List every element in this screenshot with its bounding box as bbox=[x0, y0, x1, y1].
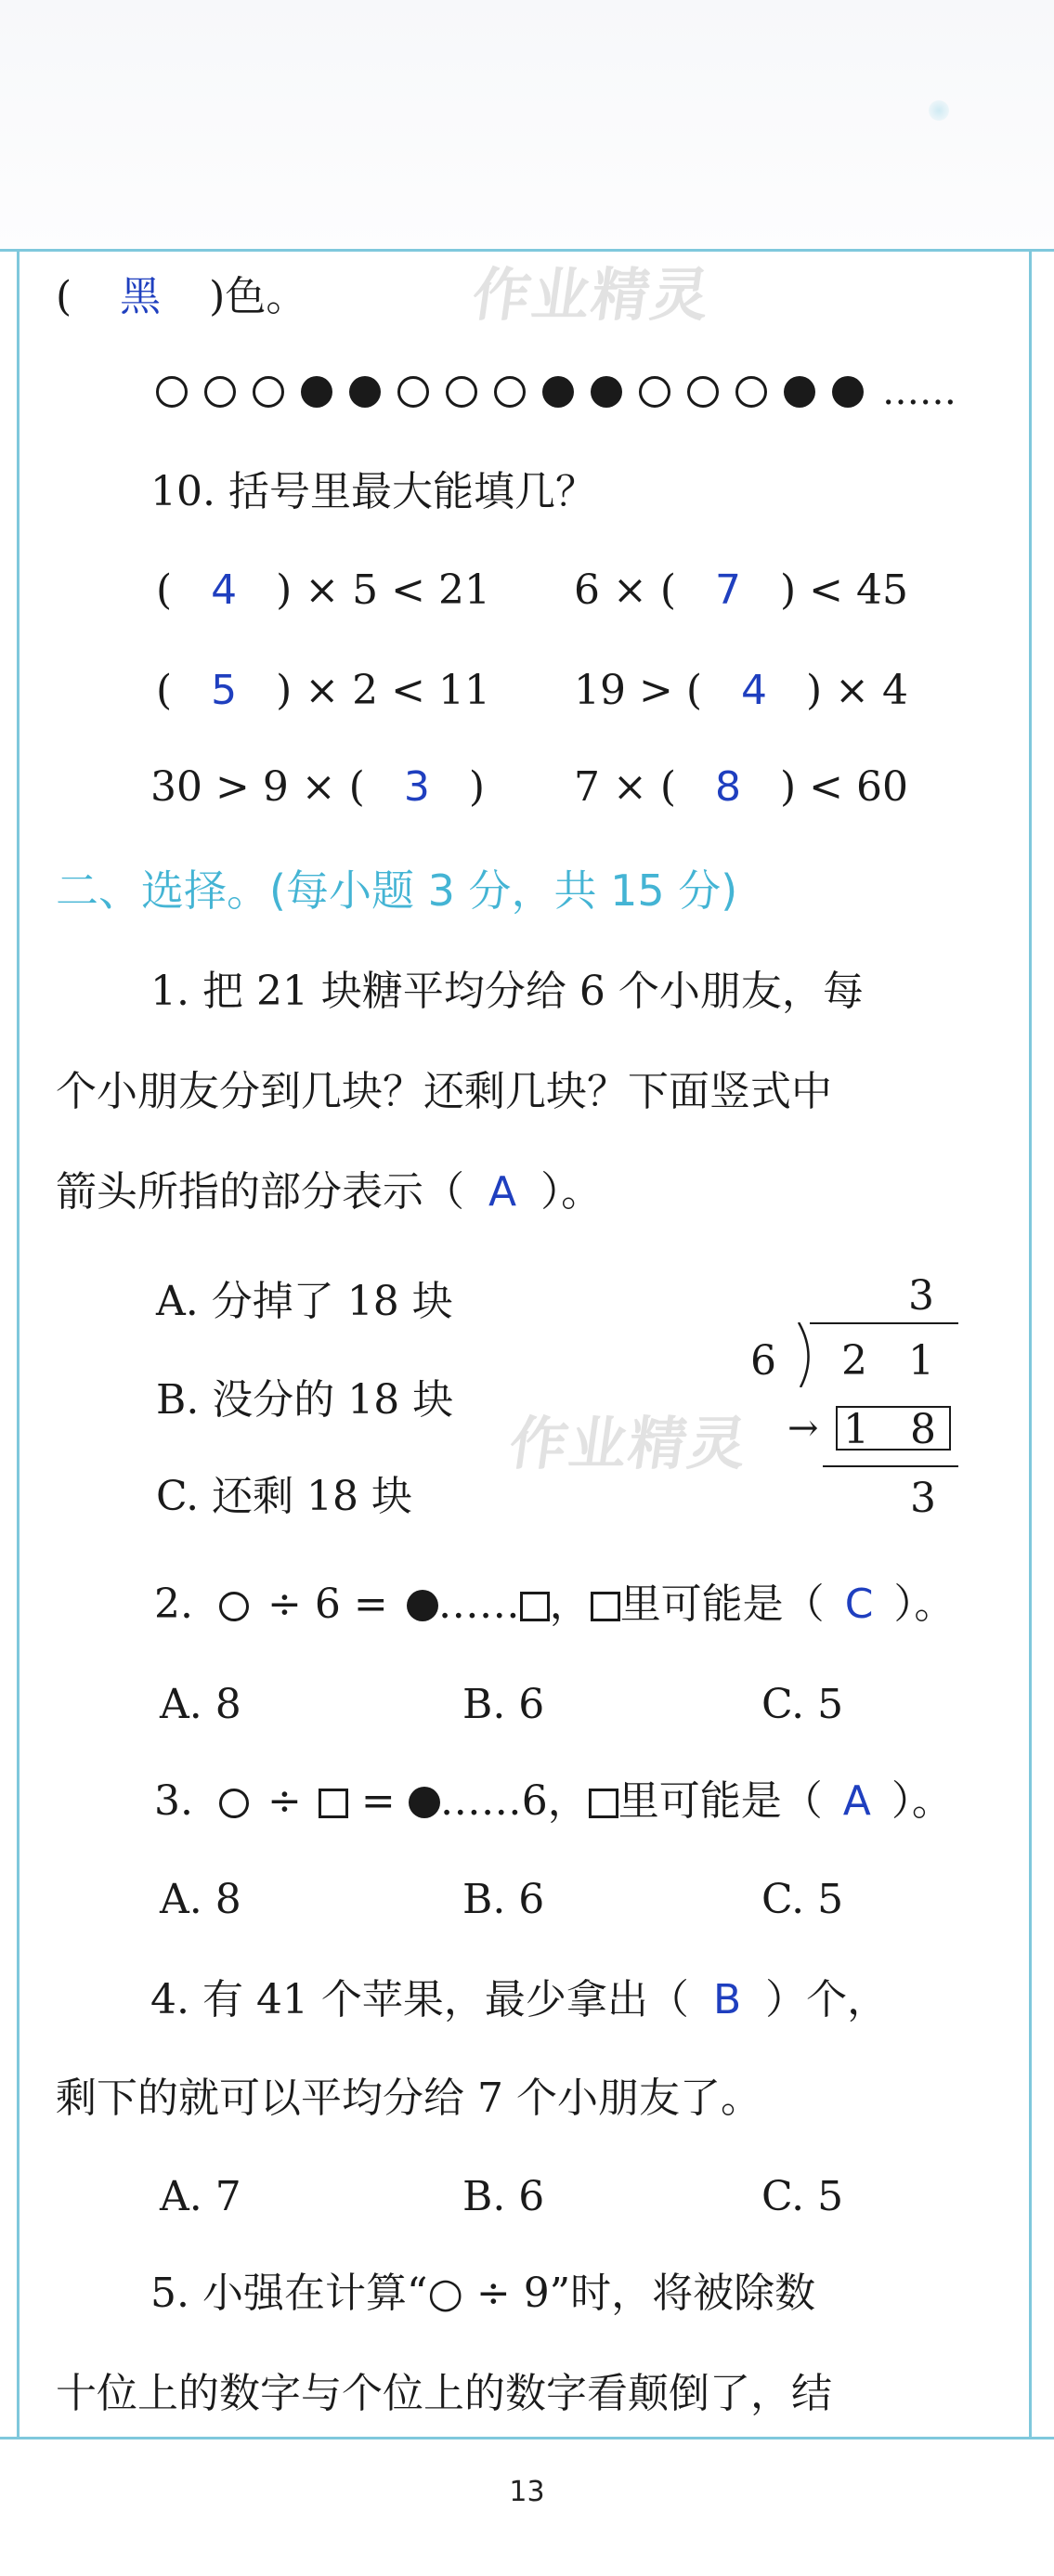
q2-option-b: B. 6 bbox=[462, 1681, 545, 1728]
scan-speck bbox=[929, 100, 949, 121]
q3-line bbox=[154, 1777, 953, 1825]
q4-line1 bbox=[150, 1976, 889, 2023]
q10-row2-right bbox=[574, 667, 908, 714]
bead-solid bbox=[542, 376, 574, 408]
q1-line2: 个小朋友分到几块？还剩几块？下面竖式中 bbox=[56, 1068, 832, 1115]
expr-pre: 30 > 9 × ( bbox=[150, 763, 365, 811]
q5-line2: 十位上的数字与个位上的数字看颠倒了，结 bbox=[56, 2370, 832, 2417]
bead-hollow bbox=[494, 376, 526, 408]
answer: 8 bbox=[715, 763, 741, 811]
answer: 5 bbox=[211, 667, 238, 714]
q2-text: 里可能是（ bbox=[619, 1581, 825, 1628]
q2-comma: ， bbox=[549, 1581, 591, 1628]
q9-answer: 黑 bbox=[120, 273, 162, 320]
q3-close: ）。 bbox=[891, 1777, 953, 1825]
q4-line2: 剩下的就可以平均分给 7 个小朋友了。 bbox=[56, 2075, 761, 2122]
bead-hollow bbox=[687, 376, 719, 408]
watermark-middle: 作业精灵 bbox=[505, 1410, 753, 1477]
box-symbol bbox=[591, 1592, 620, 1621]
q4-text-close: ）个， bbox=[765, 1976, 889, 2023]
expr-post: ) < 45 bbox=[780, 566, 908, 614]
q10-title: 10. 括号里最大能填几？ bbox=[150, 468, 596, 515]
bead-solid bbox=[301, 376, 332, 408]
q3-number: 3. bbox=[154, 1777, 193, 1825]
bead-hollow bbox=[735, 376, 767, 408]
q10-row3-left bbox=[150, 763, 485, 811]
q4-answer: B bbox=[712, 1976, 742, 2023]
dividend-tens: 2 bbox=[841, 1337, 867, 1385]
bead-pattern bbox=[156, 371, 956, 413]
paren-open: ( bbox=[56, 273, 72, 320]
bead-ellipsis: …… bbox=[882, 371, 956, 413]
bead-hollow bbox=[446, 376, 477, 408]
divisor: 6 bbox=[750, 1337, 776, 1385]
expr-pre: ( bbox=[156, 566, 173, 614]
bead-hollow bbox=[253, 376, 284, 408]
q1-line3-close: ）。 bbox=[540, 1168, 603, 1216]
solid-dot-symbol bbox=[407, 1590, 438, 1621]
answer: 4 bbox=[741, 667, 767, 714]
answer: 3 bbox=[403, 763, 430, 811]
q9-tail-text: )色。 bbox=[209, 273, 307, 320]
frame-right-border bbox=[1029, 249, 1032, 2439]
q2-option-a: A. 8 bbox=[160, 1681, 241, 1728]
box-symbol bbox=[520, 1592, 550, 1621]
circle-symbol bbox=[219, 1592, 249, 1621]
q4-option-c: C. 5 bbox=[761, 2173, 844, 2220]
q1-line3-text: 箭头所指的部分表示（ bbox=[56, 1168, 464, 1216]
q10-row1-right bbox=[574, 566, 908, 614]
expr-post: ) × 5 < 21 bbox=[276, 566, 490, 614]
circle-symbol bbox=[219, 1789, 249, 1818]
expr-post: ) × 4 bbox=[806, 667, 908, 714]
expr-post: ) bbox=[468, 763, 485, 811]
q2-answer: C bbox=[844, 1581, 874, 1628]
bead-hollow bbox=[397, 376, 429, 408]
frame-left-border bbox=[17, 249, 20, 2439]
expr-post: ) × 2 < 11 bbox=[276, 667, 490, 714]
product-tens: 1 bbox=[843, 1406, 869, 1453]
q1-option-b: B. 没分的 18 块 bbox=[156, 1376, 454, 1424]
q2-close: ）。 bbox=[893, 1581, 956, 1628]
division-bar bbox=[810, 1322, 958, 1324]
solid-dot-symbol bbox=[409, 1787, 440, 1818]
q2-line bbox=[154, 1581, 956, 1628]
dividend-ones: 1 bbox=[908, 1337, 934, 1385]
box-symbol bbox=[319, 1789, 348, 1818]
q2-dots: …… bbox=[437, 1581, 520, 1628]
q1-line3 bbox=[56, 1168, 603, 1216]
frame-bottom-border bbox=[0, 2437, 1054, 2439]
q2-expr: ÷ 6 = bbox=[267, 1581, 388, 1628]
section-2-heading: 二、选择。(每小题 3 分，共 15 分) bbox=[56, 865, 738, 916]
q4-option-b: B. 6 bbox=[462, 2173, 545, 2220]
bead-solid bbox=[349, 376, 381, 408]
q3-divide: ÷ bbox=[267, 1777, 302, 1825]
q1-answer: A bbox=[488, 1168, 517, 1216]
pointer-arrow: → bbox=[787, 1407, 819, 1450]
bead-solid bbox=[784, 376, 815, 408]
q2-option-c: C. 5 bbox=[761, 1681, 844, 1728]
expr-pre: ( bbox=[156, 667, 173, 714]
answer: 4 bbox=[211, 566, 238, 614]
q10-row1-left bbox=[156, 566, 490, 614]
q3-equals: = bbox=[360, 1777, 396, 1825]
division-bracket bbox=[797, 1322, 819, 1387]
q3-option-c: C. 5 bbox=[761, 1876, 844, 1923]
expr-pre: 7 × ( bbox=[574, 763, 676, 811]
answer: 7 bbox=[715, 566, 741, 614]
bead-hollow bbox=[639, 376, 670, 408]
q10-row2-left bbox=[156, 667, 490, 714]
expr-post: ) < 60 bbox=[780, 763, 908, 811]
q4-option-a: A. 7 bbox=[160, 2173, 241, 2220]
quotient: 3 bbox=[908, 1272, 934, 1320]
q9-tail bbox=[56, 273, 307, 320]
q3-option-b: B. 6 bbox=[462, 1876, 545, 1923]
q3-answer: A bbox=[842, 1777, 871, 1825]
page-top-margin bbox=[0, 0, 1054, 251]
expr-pre: 6 × ( bbox=[574, 566, 676, 614]
q2-number: 2. bbox=[154, 1581, 193, 1628]
watermark-top: 作业精灵 bbox=[468, 261, 716, 329]
q3-text: 里可能是（ bbox=[618, 1777, 823, 1825]
q3-dots: ……6， bbox=[439, 1777, 589, 1825]
remainder: 3 bbox=[910, 1475, 936, 1522]
bead-solid bbox=[591, 376, 622, 408]
bead-solid bbox=[832, 376, 864, 408]
page-number: 13 bbox=[509, 2476, 545, 2508]
q10-row3-right bbox=[574, 763, 908, 811]
bead-hollow bbox=[204, 376, 236, 408]
q3-option-a: A. 8 bbox=[160, 1876, 241, 1923]
bead-hollow bbox=[156, 376, 188, 408]
q1-option-a: A. 分掉了 18 块 bbox=[156, 1278, 453, 1325]
q5-line1: 5. 小强在计算“○ ÷ 9”时，将被除数 bbox=[150, 2270, 816, 2317]
box-symbol bbox=[589, 1789, 618, 1818]
expr-pre: 19 > ( bbox=[574, 667, 702, 714]
product-ones: 8 bbox=[910, 1406, 936, 1453]
q1-line1: 1. 把 21 块糖平均分给 6 个小朋友，每 bbox=[150, 968, 864, 1015]
q1-option-c: C. 还剩 18 块 bbox=[156, 1473, 413, 1520]
subtraction-line bbox=[823, 1465, 958, 1467]
q4-text: 4. 有 41 个苹果，最少拿出（ bbox=[150, 1976, 689, 2023]
